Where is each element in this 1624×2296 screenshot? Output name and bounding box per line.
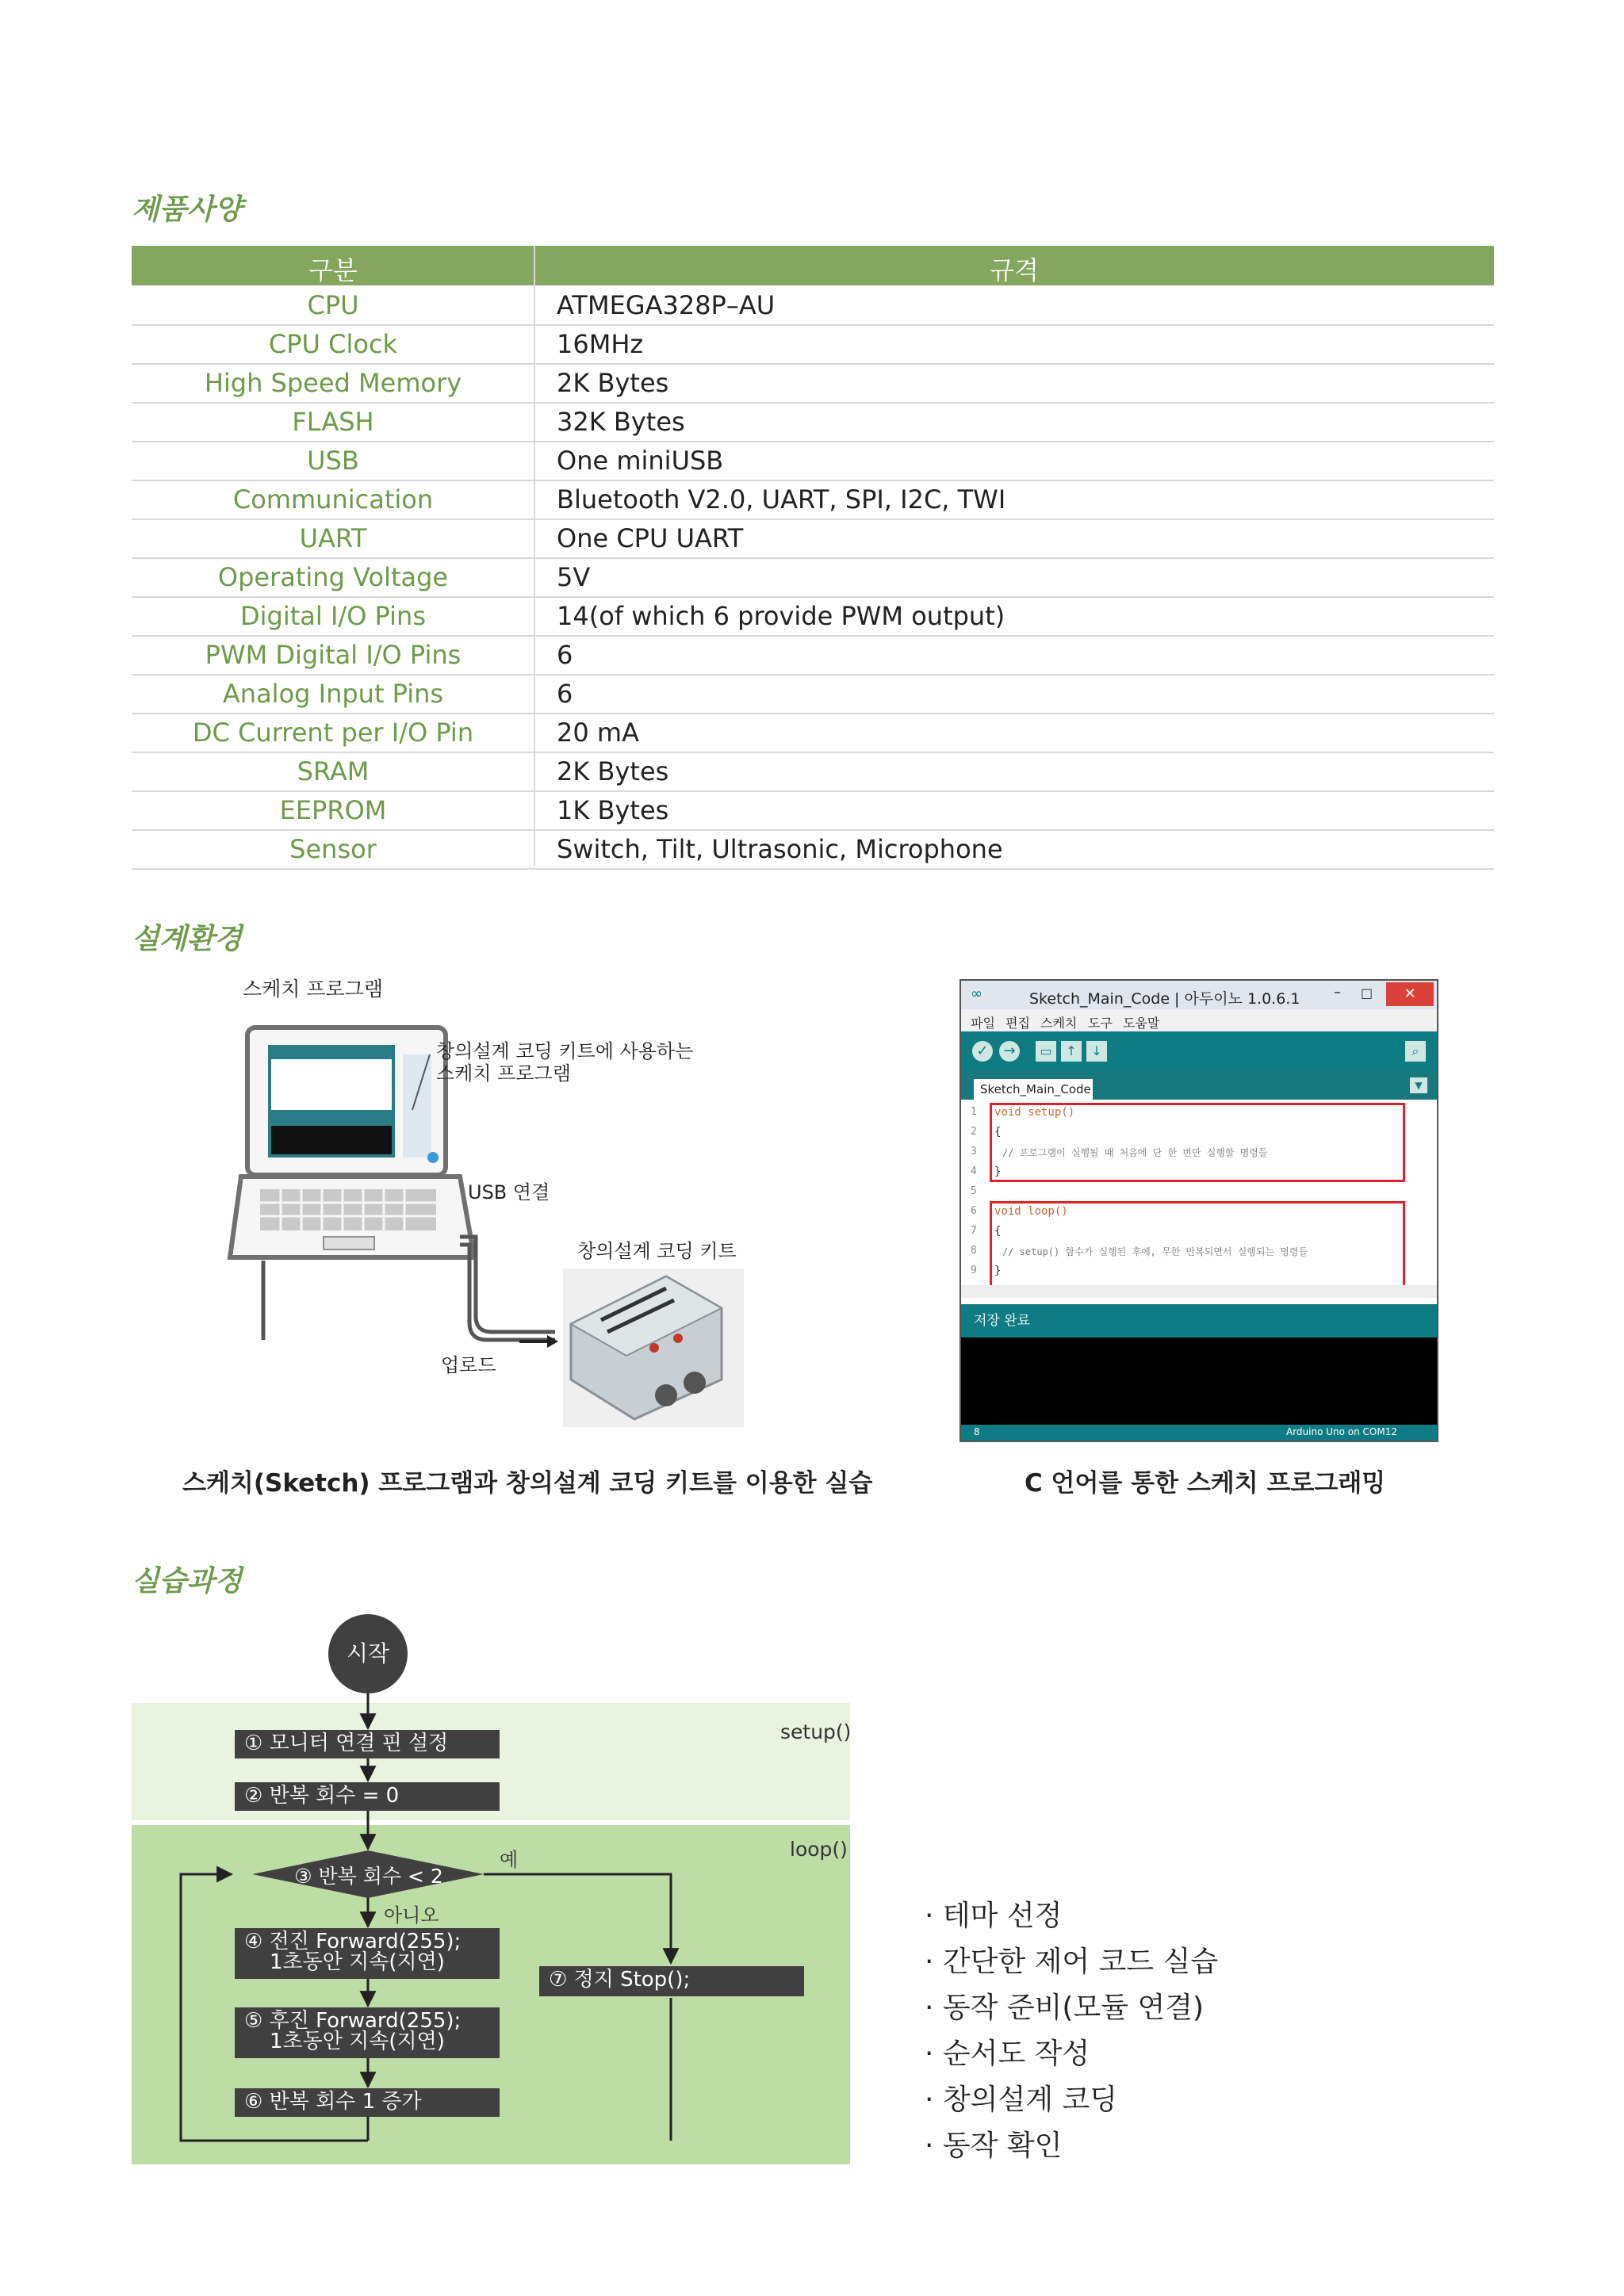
code-line-number: 1: [971, 1106, 977, 1118]
spec-row-value: One CPU UART: [557, 523, 744, 553]
sketch-program-label: 스케치 프로그램: [243, 978, 383, 1001]
code-line-text: {: [994, 1126, 1002, 1138]
spec-row-value: Switch, Tilt, Ultrasonic, Microphone: [557, 834, 1003, 864]
no-label: 아니오: [384, 1904, 439, 1927]
spec-row-key: DC Current per I/O Pin: [192, 718, 474, 748]
bullet-item: · 간단한 제어 코드 실습: [925, 1946, 1219, 1978]
caption-c-programming: C 언어를 통한 스케치 프로그래밍: [1025, 1469, 1386, 1498]
step1-box: ① 모니터 연결 핀 설정: [235, 1730, 500, 1758]
caption-sketch-kit: 스케치(Sketch) 프로그램과 창의설계 코딩 키트를 이용한 실습: [182, 1469, 873, 1498]
bullet-item: · 창의설계 코딩: [925, 2084, 1117, 2116]
process-section-title: 실습과정: [132, 1565, 243, 1598]
spec-header-spec: 규격: [990, 255, 1039, 285]
step4-line2: 1초동안 지속(지연): [270, 1950, 445, 1974]
spec-row-value: 16MHz: [557, 329, 644, 359]
step2-box: ② 반복 회수 = 0: [235, 1782, 500, 1811]
menu-tools[interactable]: 도구: [1088, 1016, 1113, 1031]
spec-row-key: SRAM: [297, 756, 370, 786]
code-line-text: // 프로그램이 실행될 때 처음에 단 한 번만 실행할 명령들: [1002, 1147, 1268, 1158]
spec-row-key: EEPROM: [279, 795, 387, 825]
spec-row-key: High Speed Memory: [204, 368, 462, 398]
spec-row-key: USB: [307, 446, 359, 476]
spec-row-key: UART: [299, 523, 367, 553]
code-line-number: 2: [971, 1126, 977, 1138]
new-icon[interactable]: ▭: [1036, 1041, 1056, 1062]
callout-line-2: 스케치 프로그램: [436, 1062, 571, 1085]
spec-row-value: Bluetooth V2.0, UART, SPI, I2C, TWI: [557, 484, 1006, 515]
spec-row-key: Analog Input Pins: [222, 679, 444, 709]
step5-box: [235, 2007, 500, 2058]
usb-connection-label: USB 연결: [468, 1181, 550, 1203]
code-line-text: {: [994, 1225, 1002, 1238]
maximize-icon[interactable]: □: [1361, 985, 1373, 1001]
ide-status-bar: 저장 완료: [961, 1304, 1437, 1337]
menu-sketch[interactable]: 스케치: [1040, 1016, 1078, 1031]
spec-row-key: Communication: [232, 484, 434, 515]
menu-help[interactable]: 도움말: [1123, 1016, 1160, 1031]
spec-row-value: 6: [557, 679, 573, 709]
step5-line1: ⑤ 후진 Forward(255);: [244, 2009, 462, 2033]
ide-title: Sketch_Main_Code | 아두이노 1.0.6.1: [1029, 990, 1300, 1008]
code-line-number: 5: [971, 1185, 977, 1197]
spec-row-key: FLASH: [292, 407, 374, 437]
spec-row-value: 20 mA: [557, 718, 639, 748]
close-icon[interactable]: ✕: [1386, 982, 1434, 1006]
step5-line2: 1초동안 지속(지연): [270, 2030, 445, 2053]
step4-line1: ④ 전진 Forward(255);: [244, 1930, 462, 1954]
step3-decision-label: ③ 반복 회수 < 2: [294, 1865, 443, 1888]
spec-row-value: 6: [557, 640, 573, 670]
bullet-item: · 테마 선정: [925, 1900, 1063, 1932]
setup-function-label: setup(): [780, 1720, 852, 1743]
infinity-logo-icon: ∞: [971, 985, 982, 1002]
code-line-number: 9: [971, 1265, 977, 1276]
spec-row-value: 2K Bytes: [557, 368, 669, 398]
bullet-item: · 순서도 작성: [925, 2038, 1090, 2070]
step4-box: [235, 1928, 500, 1979]
bullet-item: · 동작 준비(모듈 연결): [925, 1992, 1205, 2024]
menu-edit[interactable]: 편집: [1005, 1016, 1030, 1031]
spec-row-key: Digital I/O Pins: [240, 601, 426, 631]
spec-row-key: CPU: [307, 290, 359, 320]
step7-box: ⑦ 정지 Stop();: [539, 1966, 804, 1996]
coding-kit-label: 창의설계 코딩 키트: [577, 1240, 737, 1262]
serial-monitor-icon[interactable]: ⌕: [1405, 1041, 1426, 1062]
spec-section-title: 제품사양: [132, 193, 243, 226]
code-line-text: // setup() 함수가 실행된 후에, 무한 반복되면서 실행되는 명령들: [1002, 1246, 1308, 1257]
upload-icon[interactable]: →: [999, 1041, 1020, 1062]
code-line-text: }: [994, 1165, 1002, 1178]
open-icon[interactable]: ↑: [1061, 1041, 1082, 1062]
callout-line-1: 창의설계 코딩 키트에 사용하는: [436, 1040, 694, 1062]
env-section-title: 설계환경: [132, 923, 243, 955]
code-line-text: void loop(): [994, 1205, 1068, 1218]
tab-menu-icon[interactable]: ▼: [1410, 1077, 1427, 1093]
code-line-number: 8: [971, 1245, 977, 1257]
code-line-number: 6: [971, 1205, 977, 1217]
save-icon[interactable]: ↓: [1086, 1041, 1107, 1062]
spec-row-key: Sensor: [289, 834, 377, 864]
loop-function-label: loop(): [790, 1838, 848, 1861]
code-line-number: 4: [971, 1165, 977, 1177]
spec-row-value: 14(of which 6 provide PWM output): [557, 601, 1005, 631]
upload-label: 업로드: [441, 1354, 496, 1376]
spec-header-category: 구분: [308, 255, 358, 285]
verify-icon[interactable]: ✓: [972, 1041, 993, 1062]
spec-row-value: 5V: [557, 562, 591, 592]
bullet-item: · 동작 확인: [925, 2130, 1063, 2162]
menu-file[interactable]: 파일: [971, 1016, 995, 1031]
spec-row-key: Operating Voltage: [217, 562, 449, 592]
spec-row-value: 2K Bytes: [557, 756, 669, 786]
yes-label: 예: [500, 1849, 519, 1871]
spec-row-key: CPU Clock: [268, 329, 398, 359]
footer-line-number: 8: [974, 1426, 980, 1437]
spec-row-value: 32K Bytes: [557, 407, 685, 437]
code-line-text: void setup(): [994, 1106, 1075, 1119]
footer-board-info: Arduino Uno on COM12: [1286, 1426, 1398, 1437]
spec-row-value: ATMEGA328P–AU: [557, 290, 776, 320]
sketch-tab[interactable]: Sketch_Main_Code: [974, 1079, 1093, 1100]
code-line-number: 7: [971, 1225, 977, 1237]
minimize-icon[interactable]: –: [1334, 984, 1341, 1001]
step6-box: ⑥ 반복 회수 1 증가: [235, 2088, 500, 2117]
spec-row-value: One miniUSB: [557, 446, 724, 476]
spec-row-value: 1K Bytes: [557, 795, 669, 825]
spec-row-key: PWM Digital I/O Pins: [205, 640, 462, 670]
start-node: 시작: [328, 1614, 408, 1693]
code-line-number: 3: [971, 1146, 977, 1158]
code-line-text: }: [994, 1265, 1002, 1277]
